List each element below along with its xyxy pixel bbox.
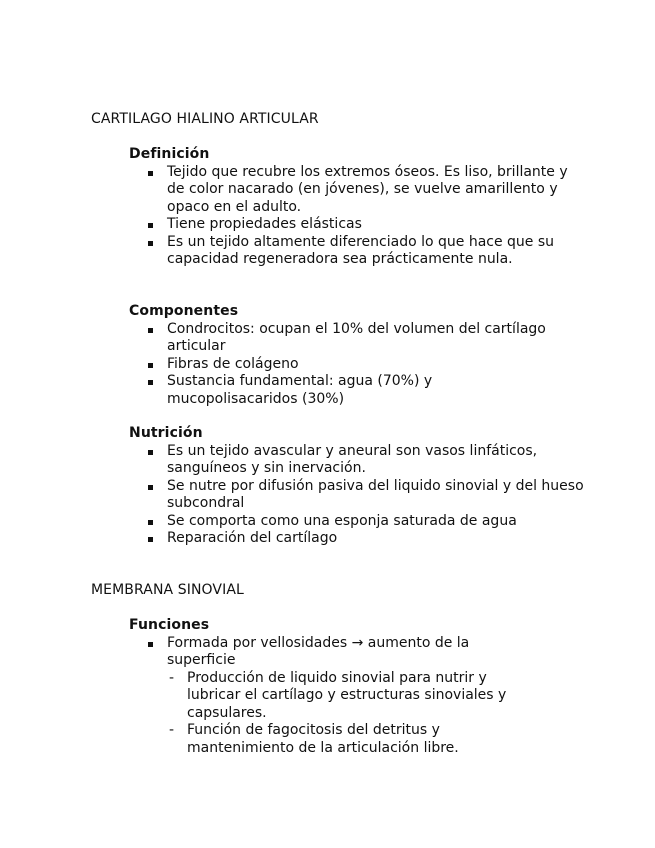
list-item: Es un tejido avascular y aneural son vasos linfáticos, sanguíneos y sin inervación.	[129, 443, 594, 478]
list-item: Condrocitos: ocupan el 10% del volumen del cartílago articular	[129, 321, 559, 356]
list-item: Fibras de colágeno	[129, 356, 559, 374]
square-bullet-icon	[148, 537, 153, 542]
dash-bullet: -	[169, 722, 175, 738]
list-item: Reparación del cartílago	[129, 530, 594, 548]
list-item: - Producción de liquido sinovial para nutrir y lubricar el cartílago y estructuras sinoviales y capsulares.	[169, 669, 507, 721]
dash-list	[167, 670, 529, 758]
square-bullet-icon	[148, 363, 153, 368]
section-title: CARTILAGO HIALINO ARTICULAR	[91, 111, 319, 127]
square-bullet-icon	[148, 171, 153, 176]
list-item: Sustancia fundamental: agua (70%) y mucopolisacaridos (30%)	[129, 373, 559, 408]
list-item: Se nutre por difusión pasiva del liquido sinovial y del hueso subcondral	[129, 478, 594, 513]
subsection-heading: Nutrición	[129, 425, 203, 441]
list-item: - Función de fagocitosis del detritus y mantenimiento de la articulación libre.	[169, 722, 459, 756]
subsection-definicion	[129, 146, 574, 269]
square-bullet-icon	[148, 485, 153, 490]
list-item: Formada por vellosidades → aumento de la superficie - Producción de liquido sinovial para nutrir y lubricar el cartílago y estructuras sinoviales y capsulares. - Función de fagocitosis del detritus y mantenimiento de la articulación libre.	[129, 635, 529, 758]
list-item: Tejido que recubre los extremos óseos. Es liso, brillante y de color nacarado (en jóvenes), se vuelve amarillento y opaco en el adulto.	[129, 164, 574, 217]
section-title: MEMBRANA SINOVIAL	[91, 582, 244, 598]
subsection-componentes	[129, 303, 559, 408]
subsection-funciones	[129, 617, 529, 757]
square-bullet-icon	[148, 241, 153, 246]
bullet-list	[129, 443, 594, 548]
list-item: Tiene propiedades elásticas	[129, 216, 574, 234]
bullet-list	[129, 164, 574, 269]
dash-bullet: -	[169, 669, 175, 686]
square-bullet-icon	[148, 223, 153, 228]
list-item: Se comporta como una esponja saturada de agua	[129, 513, 594, 531]
subsection-heading: Definición	[129, 146, 210, 162]
subsection-nutricion	[129, 425, 594, 548]
subsection-heading: Componentes	[129, 303, 239, 319]
bullet-list	[129, 635, 529, 758]
subsection-heading: Funciones	[129, 617, 210, 633]
bullet-list	[129, 321, 559, 409]
square-bullet-icon	[148, 642, 153, 647]
square-bullet-icon	[148, 520, 153, 525]
square-bullet-icon	[148, 450, 153, 455]
list-item: Es un tejido altamente diferenciado lo que hace que su capacidad regeneradora sea prácticamente nula.	[129, 234, 574, 269]
square-bullet-icon	[148, 380, 153, 385]
right-arrow-icon: →	[351, 634, 364, 651]
square-bullet-icon	[148, 328, 153, 333]
